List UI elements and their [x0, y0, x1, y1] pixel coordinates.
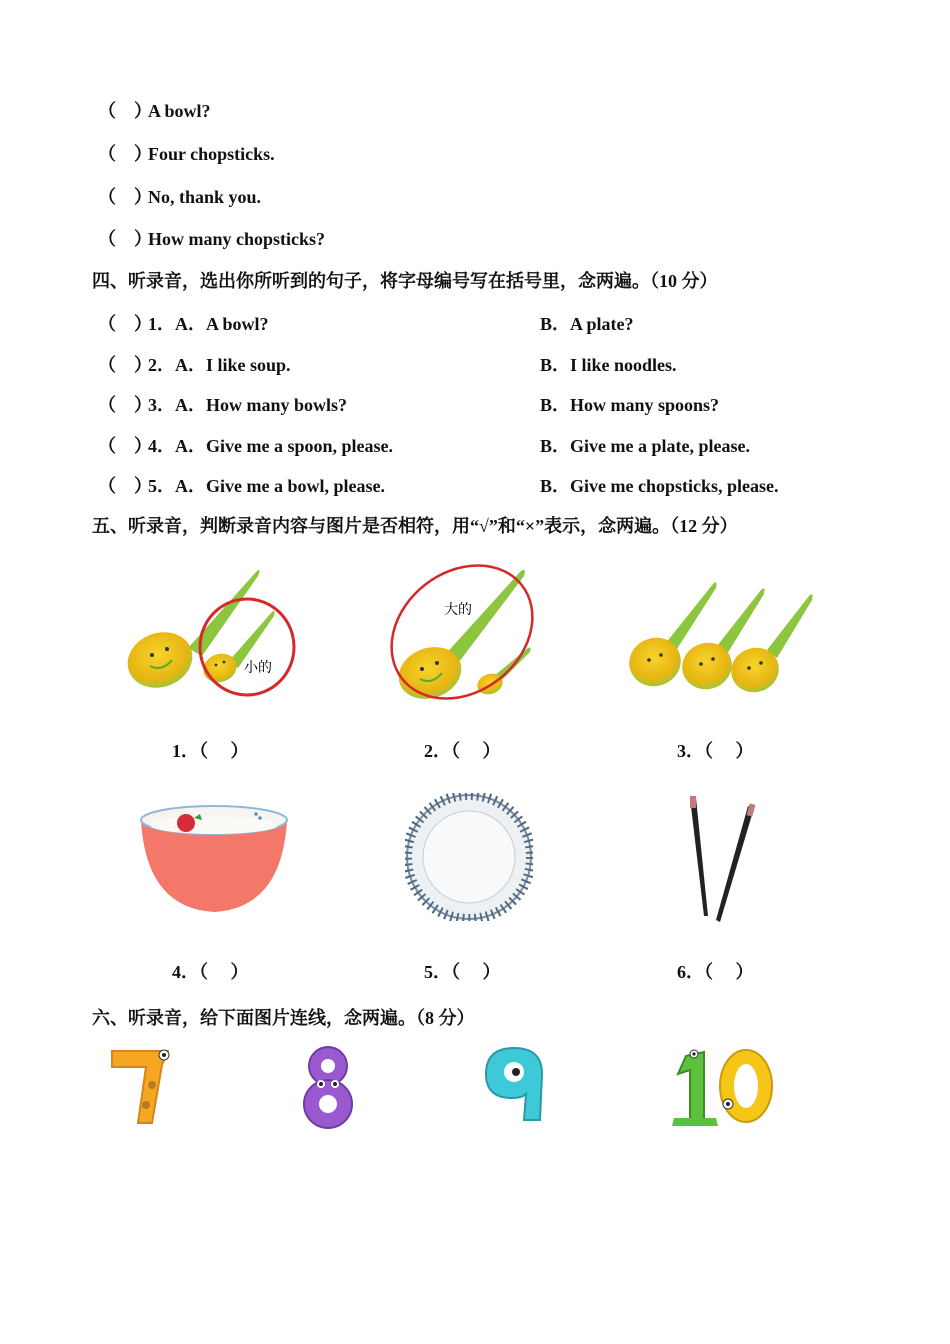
option-b: B．A plate?: [540, 314, 634, 334]
spoons-small-circled-image: [120, 560, 310, 705]
question-row-3: （ ）3．A．How many bowls? B．How many spoons?: [98, 391, 858, 417]
caption-4: 4．（ ）: [172, 962, 249, 982]
question-row-2: （ ）2．A．I like soup. B．I like noodles.: [98, 351, 858, 377]
answer-text: No, thank you.: [148, 187, 262, 207]
option-b: B．Give me chopsticks, please.: [540, 476, 779, 496]
number-seven-image: [108, 1045, 178, 1127]
number-eight-image: [295, 1044, 361, 1130]
number-nine-image: [482, 1044, 546, 1124]
answer-text: Four chopsticks.: [148, 144, 275, 164]
answer-line-2: （ ）Four chopsticks.: [98, 144, 275, 164]
plate-image: [405, 793, 533, 921]
snake-one-icon: [678, 1052, 704, 1122]
section6-heading: 六、听录音，给下面图片连线，念两遍。（8 分）: [92, 1008, 475, 1028]
spoons-big-circled-image: [390, 558, 540, 708]
question-row-5: （ ）5．A．Give me a bowl, please. B．Give me chopsticks, please.: [98, 472, 858, 498]
option-b: B．I like noodles.: [540, 355, 677, 375]
question-row-4: （ ）4．A．Give me a spoon, please. B．Give me a plate, please.: [98, 432, 858, 458]
option-b: B．How many spoons?: [540, 395, 720, 415]
strawberry-icon: [177, 814, 195, 832]
option-a: A．Give me a spoon, please.: [175, 436, 393, 456]
section5-heading: 五、听录音，判断录音内容与图片是否相符，用“√”和“×”表示，念两遍。（12 分）: [92, 516, 738, 536]
chopsticks-icon: [690, 796, 756, 922]
answer-line-1: （ ）A bowl?: [98, 101, 211, 121]
label-small: 小的: [244, 660, 272, 676]
option-a: A．Give me a bowl, please.: [175, 476, 385, 496]
three-spoons-image: [625, 572, 820, 697]
option-a: A．How many bowls?: [175, 395, 348, 415]
answer-text: A bowl?: [148, 101, 211, 121]
option-b: B．Give me a plate, please.: [540, 436, 750, 456]
bowl-image: [138, 800, 290, 915]
fish-nine-icon: [486, 1048, 542, 1120]
answer-text: How many chopsticks?: [148, 229, 326, 249]
caption-3: 3．（ ）: [677, 741, 754, 761]
caption-6: 6．（ ）: [677, 962, 754, 982]
caption-5: 5．（ ）: [424, 962, 501, 982]
label-big: 大的: [444, 602, 472, 618]
caption-2: 2．（ ）: [424, 741, 501, 761]
question-row-1: （ ）1．A．A bowl? B．A plate?: [98, 310, 858, 336]
option-a: A．I like soup.: [175, 355, 291, 375]
option-a: A．A bowl?: [175, 314, 269, 334]
section4-heading: 四、听录音，选出你所听到的句子，将字母编号写在括号里，念两遍。（10 分）: [92, 271, 718, 291]
chopsticks-image: [680, 792, 770, 924]
answer-line-3: （ ）No, thank you.: [98, 187, 262, 207]
large-spoon-icon: [120, 570, 260, 697]
answer-line-4: （ ）How many chopsticks?: [98, 229, 326, 249]
caption-1: 1．（ ）: [172, 741, 249, 761]
spoon-icon: [725, 594, 813, 697]
number-ten-image: [668, 1044, 778, 1128]
giraffe-seven-icon: [112, 1051, 168, 1123]
